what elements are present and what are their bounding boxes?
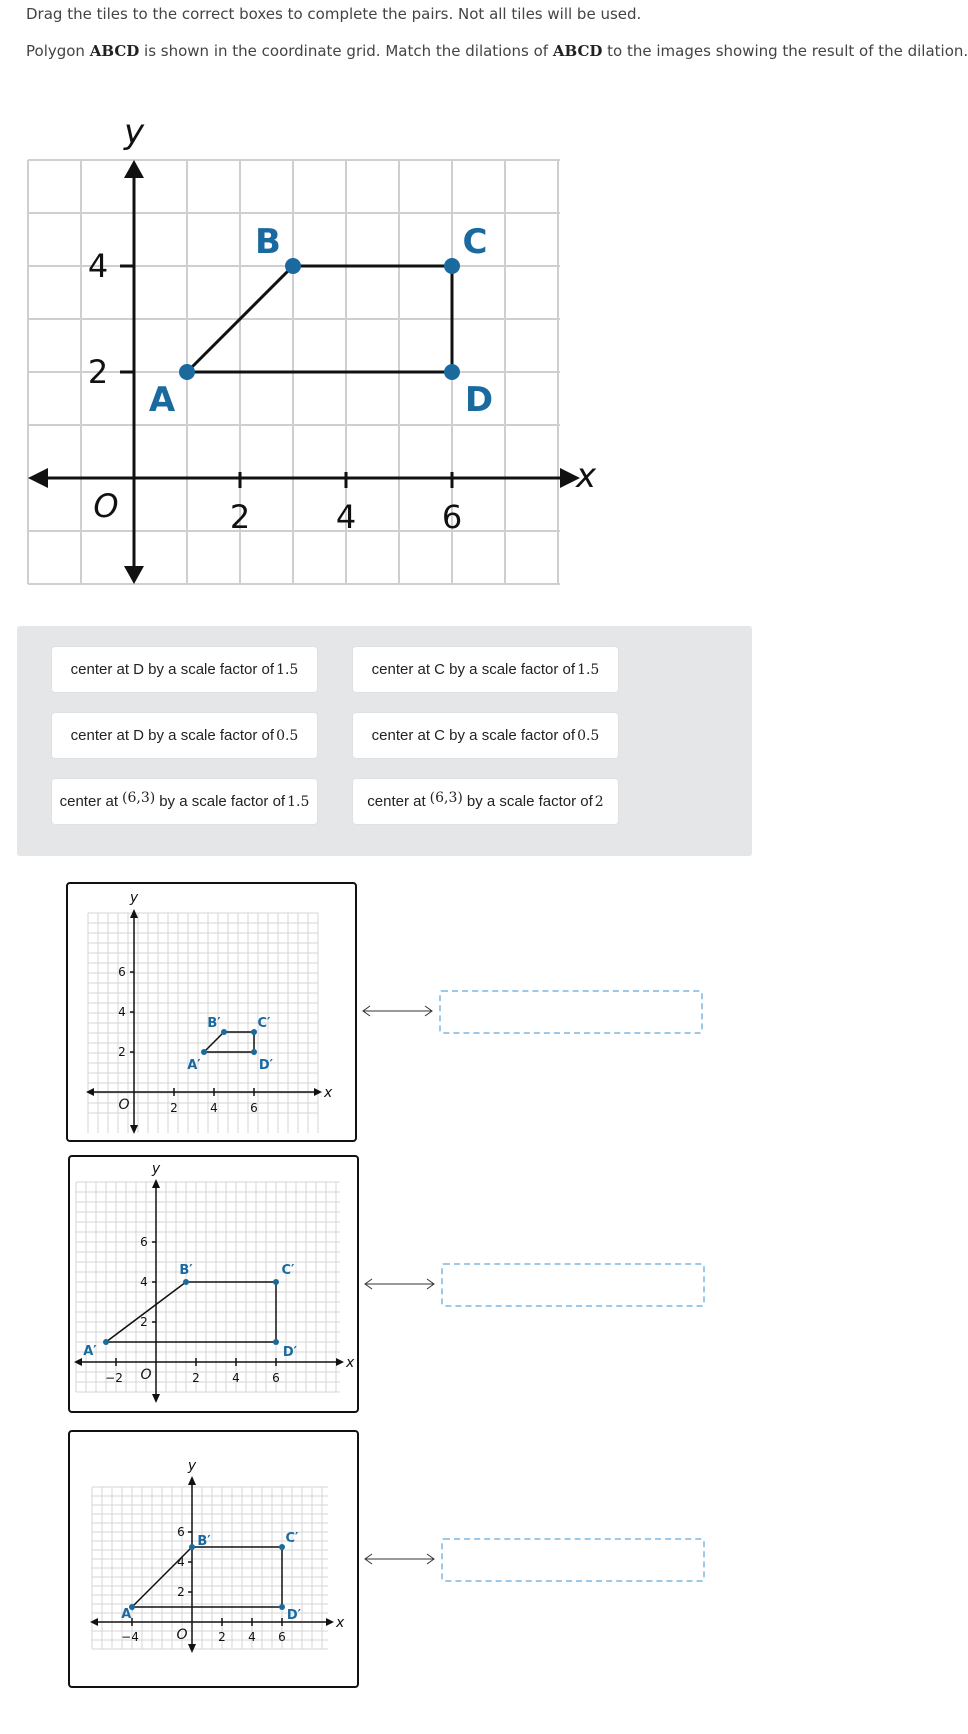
y-tick-label: 4 <box>140 1275 148 1289</box>
point-a <box>179 364 195 380</box>
tile-center-d-1.5[interactable] <box>52 647 317 692</box>
tile-value: 1.5 <box>577 661 600 678</box>
label-c-prime: C′ <box>285 1531 299 1546</box>
tile-text: center at <box>367 793 426 810</box>
image-1-graph <box>68 884 355 1140</box>
tile-center-6-3-1.5[interactable] <box>52 779 317 824</box>
polygon-name-2: ABCD <box>552 42 603 60</box>
tile-text: center at <box>59 793 118 810</box>
tile-value: 0.5 <box>276 727 299 744</box>
label-d: D <box>464 380 494 420</box>
image-1-frame <box>66 882 357 1142</box>
image-polygon <box>204 1032 254 1052</box>
tile-center-6-3-2[interactable] <box>353 779 618 824</box>
y-tick-label: 4 <box>118 1005 126 1019</box>
y-axis-label: y <box>151 1161 161 1177</box>
tile-text: center at C by a scale factor of <box>371 661 576 678</box>
y-tick-label: 6 <box>118 965 126 979</box>
x-axis-label: x <box>336 1615 345 1631</box>
tile-value: 2 <box>594 793 604 810</box>
pair-arrow-3 <box>362 1551 437 1567</box>
image-2-graph <box>70 1157 357 1411</box>
x-axis-label: x <box>346 1355 355 1371</box>
y-tick-label: 4 <box>87 247 109 285</box>
label-d-prime: D′ <box>282 1345 298 1360</box>
label-a-prime: A′ <box>83 1344 97 1359</box>
instructions-line-1: Drag the tiles to the correct boxes to complete the pairs. Not all tiles will be used. <box>26 5 642 23</box>
y-tick-label: 2 <box>118 1045 126 1059</box>
tile-value: 1.5 <box>276 661 299 678</box>
tile-text: by a scale factor of <box>466 793 593 810</box>
label-b: B <box>255 222 281 262</box>
label-c-prime: C′ <box>257 1016 271 1031</box>
y-axis-label: y <box>187 1458 197 1474</box>
tile-text: center at C by a scale factor of <box>371 727 576 744</box>
x-tick-label: 2 <box>192 1371 200 1385</box>
tile-text: by a scale factor of <box>159 793 286 810</box>
dropzone-3[interactable] <box>441 1538 705 1582</box>
label-a-prime: A′ <box>121 1607 135 1622</box>
label-a-prime: A′ <box>187 1058 201 1073</box>
image-3-graph <box>70 1432 357 1686</box>
y-tick-label: 2 <box>177 1585 185 1599</box>
tile-value: 1.5 <box>287 793 310 810</box>
y-tick-label: 2 <box>87 353 109 391</box>
x-tick-label: 2 <box>218 1630 226 1644</box>
x-tick-label: 4 <box>210 1101 218 1115</box>
tile-point: (6,3) <box>429 789 463 806</box>
y-tick-label: 4 <box>177 1555 185 1569</box>
image-3-frame <box>68 1430 359 1688</box>
tile-text: center at D by a scale factor of <box>70 727 275 744</box>
x-tick-label: −2 <box>105 1371 123 1385</box>
x-tick-label: 4 <box>232 1371 240 1385</box>
instructions-line-2 <box>26 42 968 60</box>
point-b <box>285 258 301 274</box>
label-d-prime: D′ <box>286 1608 302 1623</box>
label-c: C <box>462 222 488 262</box>
x-tick-label: 4 <box>248 1630 256 1644</box>
tile-value: 0.5 <box>577 727 600 744</box>
pair-arrow-1 <box>360 1003 435 1019</box>
tile-center-c-1.5[interactable] <box>353 647 618 692</box>
x-tick-label: 4 <box>335 498 357 536</box>
instructions-prefix: Polygon <box>26 42 90 60</box>
y-tick-label: 6 <box>177 1525 185 1539</box>
label-b-prime: B′ <box>197 1534 211 1549</box>
x-tick-label: 2 <box>229 498 251 536</box>
x-axis-label: x <box>576 456 597 496</box>
dropzone-1[interactable] <box>439 990 703 1034</box>
dropzone-2[interactable] <box>441 1263 705 1307</box>
instructions-middle: is shown in the coordinate grid. Match the dilations of <box>139 42 553 60</box>
tile-point: (6,3) <box>122 789 156 806</box>
polygon-name: ABCD <box>89 42 140 60</box>
label-a: A <box>148 380 176 420</box>
origin-label: O <box>93 487 119 525</box>
point-c <box>444 258 460 274</box>
label-b-prime: B′ <box>207 1016 221 1031</box>
origin-label: O <box>140 1367 152 1383</box>
x-tick-label: 6 <box>441 498 463 536</box>
point-d <box>444 364 460 380</box>
origin-label: O <box>118 1097 130 1113</box>
x-tick-label: 6 <box>272 1371 280 1385</box>
origin-label: O <box>176 1627 188 1643</box>
x-axis-label: x <box>324 1085 333 1101</box>
tile-center-d-0.5[interactable] <box>52 713 317 758</box>
label-b-prime: B′ <box>179 1263 193 1278</box>
tile-bank <box>17 626 752 856</box>
x-tick-label: −4 <box>121 1630 139 1644</box>
x-tick-label: 2 <box>170 1101 178 1115</box>
y-axis-label: y <box>123 112 145 152</box>
label-d-prime: D′ <box>258 1058 274 1073</box>
tile-text: center at D by a scale factor of <box>70 661 275 678</box>
y-tick-label: 6 <box>140 1235 148 1249</box>
instructions-suffix: to the images showing the result of the dilation. <box>602 42 968 60</box>
x-tick-label: 6 <box>250 1101 258 1115</box>
y-tick-label: 2 <box>140 1315 148 1329</box>
pair-arrow-2 <box>362 1276 437 1292</box>
y-axis-label: y <box>129 890 139 906</box>
x-tick-label: 6 <box>278 1630 286 1644</box>
tile-center-c-0.5[interactable] <box>353 713 618 758</box>
label-c-prime: C′ <box>281 1263 295 1278</box>
main-coordinate-graph <box>20 110 597 594</box>
image-2-frame <box>68 1155 359 1413</box>
